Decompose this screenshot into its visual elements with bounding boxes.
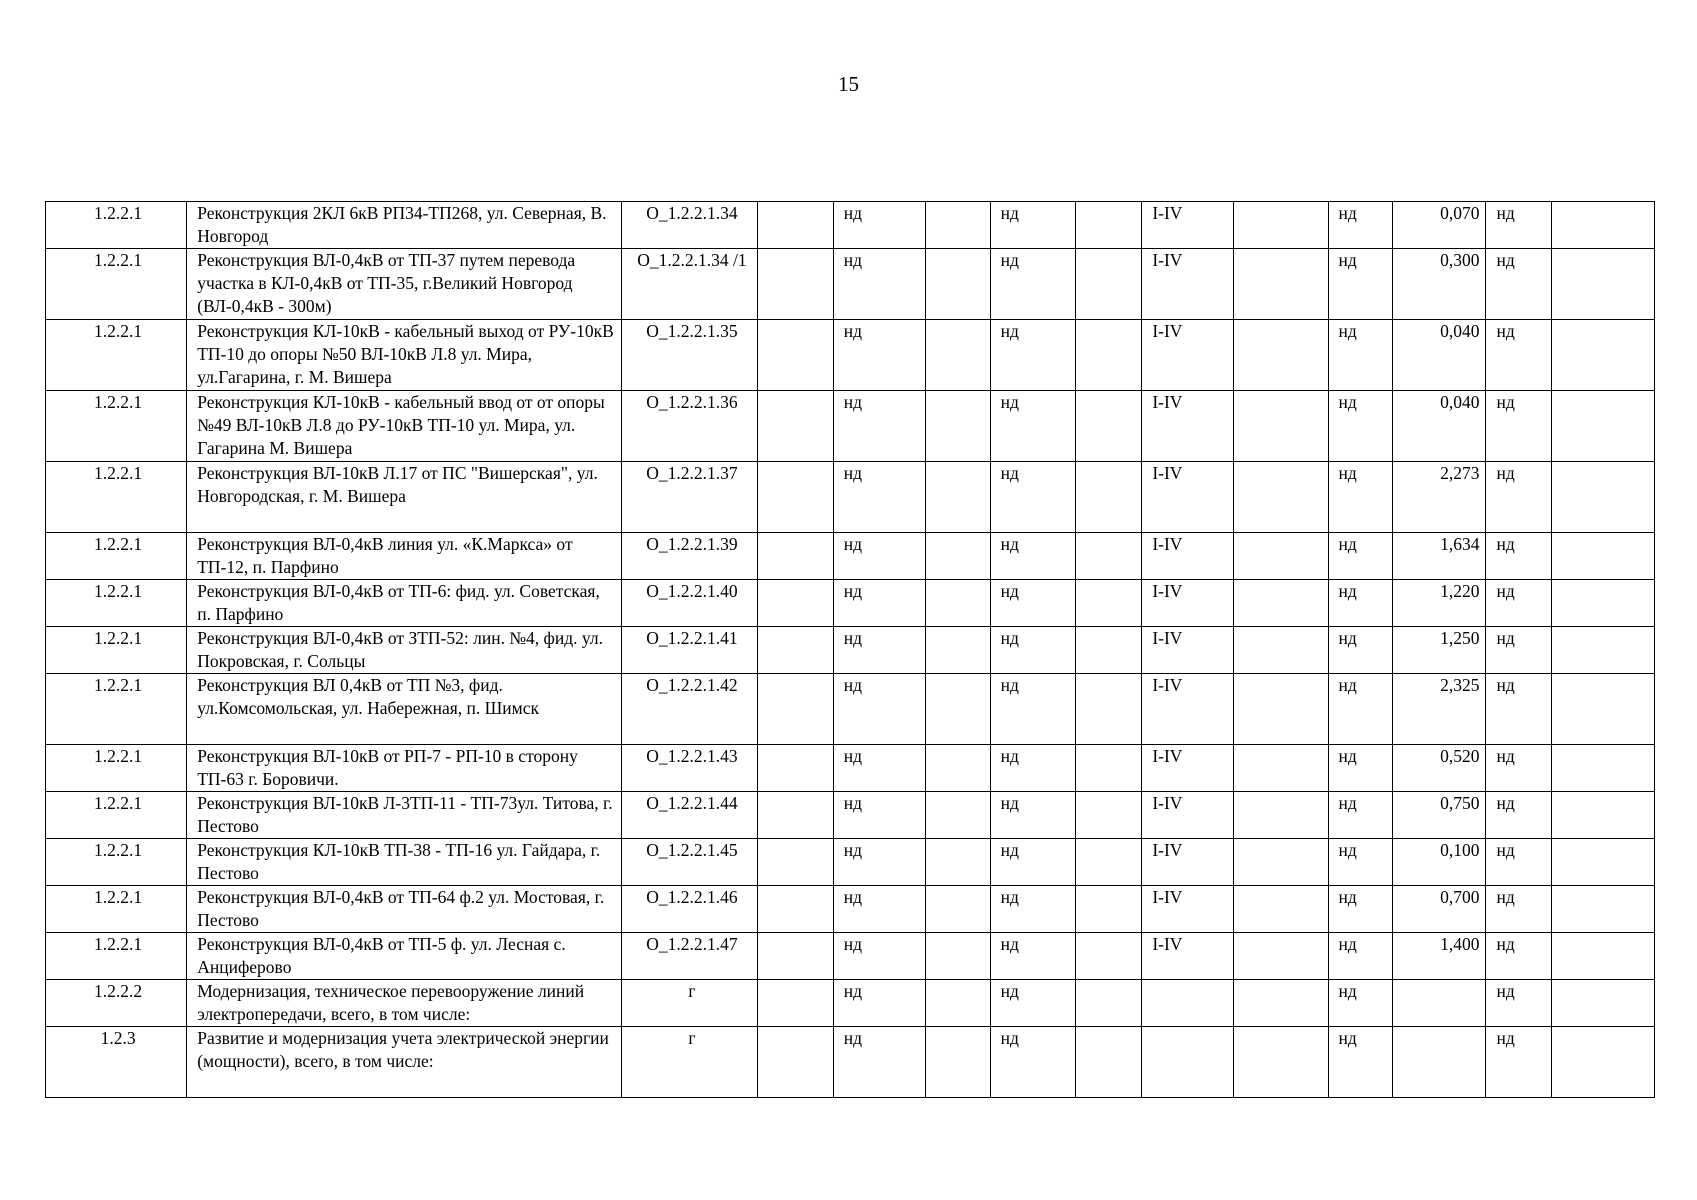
row-nd-cell: нд bbox=[1328, 886, 1393, 933]
empty-cell bbox=[925, 391, 990, 462]
empty-cell bbox=[1076, 320, 1142, 391]
row-period: I-IV bbox=[1142, 627, 1234, 674]
row-nd-cell: нд bbox=[1486, 674, 1552, 745]
row-period: I-IV bbox=[1142, 391, 1234, 462]
empty-cell bbox=[925, 533, 990, 580]
row-value: 1,220 bbox=[1393, 580, 1486, 627]
row-value: 0,700 bbox=[1393, 886, 1486, 933]
row-code: 1.2.2.1 bbox=[46, 249, 187, 320]
empty-cell bbox=[1234, 391, 1328, 462]
row-period: I-IV bbox=[1142, 745, 1234, 792]
row-identifier: г bbox=[622, 980, 758, 1027]
table-row bbox=[46, 933, 1655, 980]
table-row bbox=[46, 674, 1655, 745]
empty-cell bbox=[758, 627, 833, 674]
row-identifier: О_1.2.2.1.35 bbox=[622, 320, 758, 391]
row-value: 2,325 bbox=[1393, 674, 1486, 745]
row-nd-cell: нд bbox=[1486, 792, 1552, 839]
row-nd-cell: нд bbox=[1486, 391, 1552, 462]
row-nd-cell: нд bbox=[1328, 1027, 1393, 1098]
row-nd-cell: нд bbox=[990, 462, 1076, 533]
row-code: 1.2.2.1 bbox=[46, 627, 187, 674]
table-row bbox=[46, 627, 1655, 674]
row-identifier: О_1.2.2.1.43 bbox=[622, 745, 758, 792]
row-nd-cell: нд bbox=[833, 533, 925, 580]
row-period: I-IV bbox=[1142, 674, 1234, 745]
row-name: Реконструкция ВЛ-0,4кВ от ТП-5 ф. ул. Лесная с. Анциферово bbox=[187, 933, 622, 980]
row-period: I-IV bbox=[1142, 202, 1234, 249]
row-nd-cell: нд bbox=[833, 792, 925, 839]
row-nd-cell: нд bbox=[833, 886, 925, 933]
row-period bbox=[1142, 1027, 1234, 1098]
row-nd-cell: нд bbox=[1328, 320, 1393, 391]
row-nd-cell: нд bbox=[833, 980, 925, 1027]
empty-cell bbox=[1234, 1027, 1328, 1098]
row-nd-cell: нд bbox=[833, 202, 925, 249]
row-nd-cell: нд bbox=[1486, 320, 1552, 391]
row-nd-cell: нд bbox=[990, 320, 1076, 391]
row-value: 0,750 bbox=[1393, 792, 1486, 839]
empty-cell bbox=[925, 792, 990, 839]
empty-cell bbox=[1552, 391, 1655, 462]
empty-cell bbox=[925, 674, 990, 745]
row-value: 0,070 bbox=[1393, 202, 1486, 249]
row-identifier: О_1.2.2.1.40 bbox=[622, 580, 758, 627]
empty-cell bbox=[1234, 462, 1328, 533]
row-period bbox=[1142, 980, 1234, 1027]
row-name: Реконструкция ВЛ-10кВ Л-3ТП-11 - ТП-73ул. Титова, г. Пестово bbox=[187, 792, 622, 839]
row-nd-cell: нд bbox=[833, 249, 925, 320]
empty-cell bbox=[1076, 745, 1142, 792]
row-nd-cell: нд bbox=[833, 1027, 925, 1098]
row-name: Реконструкция ВЛ-0,4кВ от ТП-64 ф.2 ул. Мостовая, г. Пестово bbox=[187, 886, 622, 933]
empty-cell bbox=[925, 839, 990, 886]
empty-cell bbox=[925, 462, 990, 533]
empty-cell bbox=[1552, 627, 1655, 674]
row-period: I-IV bbox=[1142, 249, 1234, 320]
empty-cell bbox=[1234, 745, 1328, 792]
row-value bbox=[1393, 1027, 1486, 1098]
row-code: 1.2.2.1 bbox=[46, 933, 187, 980]
empty-cell bbox=[925, 320, 990, 391]
table-row bbox=[46, 202, 1655, 249]
row-code: 1.2.2.1 bbox=[46, 320, 187, 391]
row-nd-cell: нд bbox=[833, 580, 925, 627]
empty-cell bbox=[1076, 202, 1142, 249]
empty-cell bbox=[758, 320, 833, 391]
empty-cell bbox=[1234, 933, 1328, 980]
empty-cell bbox=[1234, 792, 1328, 839]
row-identifier: О_1.2.2.1.39 bbox=[622, 533, 758, 580]
empty-cell bbox=[1552, 745, 1655, 792]
row-name: Реконструкция ВЛ-0,4кВ от ТП-37 путем перевода участка в КЛ-0,4кВ от ТП-35, г.Великий Новгород (ВЛ-0,4кВ - 300м) bbox=[187, 249, 622, 320]
row-nd-cell: нд bbox=[833, 745, 925, 792]
empty-cell bbox=[1234, 320, 1328, 391]
row-name: Развитие и модернизация учета электрической энергии (мощности), всего, в том числе: bbox=[187, 1027, 622, 1098]
row-name: Реконструкция ВЛ-10кВ от РП-7 - РП-10 в сторону ТП-63 г. Боровичи. bbox=[187, 745, 622, 792]
table-row bbox=[46, 391, 1655, 462]
row-name: Реконструкция ВЛ-10кВ Л.17 от ПС "Вишерская", ул. Новгородская, г. М. Вишера bbox=[187, 462, 622, 533]
row-name: Реконструкция ВЛ 0,4кВ от ТП №3, фид. ул.Комсомольская, ул. Набережная, п. Шимск bbox=[187, 674, 622, 745]
row-nd-cell: нд bbox=[990, 745, 1076, 792]
row-code: 1.2.2.1 bbox=[46, 533, 187, 580]
row-name: Реконструкция ВЛ-0,4кВ линия ул. «К.Маркса» от ТП-12, п. Парфино bbox=[187, 533, 622, 580]
empty-cell bbox=[1076, 462, 1142, 533]
table-row bbox=[46, 792, 1655, 839]
table-row bbox=[46, 980, 1655, 1027]
row-nd-cell: нд bbox=[1328, 980, 1393, 1027]
row-nd-cell: нд bbox=[990, 674, 1076, 745]
empty-cell bbox=[1552, 580, 1655, 627]
row-value: 1,250 bbox=[1393, 627, 1486, 674]
empty-cell bbox=[925, 745, 990, 792]
empty-cell bbox=[758, 202, 833, 249]
row-identifier: О_1.2.2.1.37 bbox=[622, 462, 758, 533]
row-name: Реконструкция ВЛ-0,4кВ от ЗТП-52: лин. №4, фид. ул. Покровская, г. Сольцы bbox=[187, 627, 622, 674]
empty-cell bbox=[1076, 886, 1142, 933]
empty-cell bbox=[1552, 320, 1655, 391]
row-nd-cell: нд bbox=[1486, 202, 1552, 249]
empty-cell bbox=[925, 627, 990, 674]
empty-cell bbox=[1234, 886, 1328, 933]
row-value: 0,040 bbox=[1393, 391, 1486, 462]
row-code: 1.2.2.1 bbox=[46, 745, 187, 792]
row-identifier: О_1.2.2.1.47 bbox=[622, 933, 758, 980]
row-nd-cell: нд bbox=[990, 980, 1076, 1027]
empty-cell bbox=[758, 886, 833, 933]
row-nd-cell: нд bbox=[1328, 674, 1393, 745]
empty-cell bbox=[1076, 627, 1142, 674]
row-nd-cell: нд bbox=[1328, 202, 1393, 249]
row-period: I-IV bbox=[1142, 320, 1234, 391]
row-code: 1.2.2.1 bbox=[46, 839, 187, 886]
row-period: I-IV bbox=[1142, 839, 1234, 886]
empty-cell bbox=[1552, 462, 1655, 533]
empty-cell bbox=[925, 580, 990, 627]
empty-cell bbox=[1076, 980, 1142, 1027]
row-nd-cell: нд bbox=[1328, 580, 1393, 627]
empty-cell bbox=[1234, 202, 1328, 249]
row-nd-cell: нд bbox=[990, 627, 1076, 674]
row-identifier: О_1.2.2.1.36 bbox=[622, 391, 758, 462]
row-nd-cell: нд bbox=[1328, 533, 1393, 580]
empty-cell bbox=[758, 580, 833, 627]
empty-cell bbox=[758, 533, 833, 580]
row-nd-cell: нд bbox=[833, 320, 925, 391]
row-nd-cell: нд bbox=[1486, 1027, 1552, 1098]
row-nd-cell: нд bbox=[990, 391, 1076, 462]
table-row bbox=[46, 462, 1655, 533]
row-nd-cell: нд bbox=[1328, 839, 1393, 886]
row-nd-cell: нд bbox=[1328, 462, 1393, 533]
empty-cell bbox=[758, 462, 833, 533]
empty-cell bbox=[758, 792, 833, 839]
row-code: 1.2.2.1 bbox=[46, 886, 187, 933]
row-nd-cell: нд bbox=[1486, 627, 1552, 674]
empty-cell bbox=[1234, 249, 1328, 320]
row-period: I-IV bbox=[1142, 792, 1234, 839]
row-nd-cell: нд bbox=[833, 627, 925, 674]
row-value: 0,040 bbox=[1393, 320, 1486, 391]
empty-cell bbox=[925, 933, 990, 980]
row-identifier: О_1.2.2.1.45 bbox=[622, 839, 758, 886]
empty-cell bbox=[758, 980, 833, 1027]
row-identifier: О_1.2.2.1.34 bbox=[622, 202, 758, 249]
empty-cell bbox=[758, 839, 833, 886]
row-nd-cell: нд bbox=[990, 202, 1076, 249]
empty-cell bbox=[758, 745, 833, 792]
row-nd-cell: нд bbox=[1486, 745, 1552, 792]
row-nd-cell: нд bbox=[1486, 249, 1552, 320]
row-value: 1,400 bbox=[1393, 933, 1486, 980]
row-nd-cell: нд bbox=[990, 580, 1076, 627]
row-name: Реконструкция КЛ-10кВ - кабельный ввод от от опоры №49 ВЛ-10кВ Л.8 до РУ-10кВ ТП-10 ул. Мира, ул. Гагарина М. Вишера bbox=[187, 391, 622, 462]
row-code: 1.2.2.1 bbox=[46, 792, 187, 839]
row-code: 1.2.2.1 bbox=[46, 391, 187, 462]
row-nd-cell: нд bbox=[990, 249, 1076, 320]
empty-cell bbox=[925, 202, 990, 249]
empty-cell bbox=[1076, 249, 1142, 320]
empty-cell bbox=[758, 249, 833, 320]
table-row bbox=[46, 249, 1655, 320]
row-nd-cell: нд bbox=[1328, 933, 1393, 980]
empty-cell bbox=[1076, 792, 1142, 839]
row-nd-cell: нд bbox=[833, 933, 925, 980]
investment-table bbox=[45, 201, 1655, 1098]
empty-cell bbox=[1552, 886, 1655, 933]
row-identifier: О_1.2.2.1.46 bbox=[622, 886, 758, 933]
row-period: I-IV bbox=[1142, 533, 1234, 580]
row-code: 1.2.2.1 bbox=[46, 462, 187, 533]
row-identifier: О_1.2.2.1.41 bbox=[622, 627, 758, 674]
empty-cell bbox=[1076, 533, 1142, 580]
empty-cell bbox=[758, 674, 833, 745]
row-value: 1,634 bbox=[1393, 533, 1486, 580]
empty-cell bbox=[1552, 249, 1655, 320]
empty-cell bbox=[925, 886, 990, 933]
row-nd-cell: нд bbox=[1328, 627, 1393, 674]
empty-cell bbox=[1076, 1027, 1142, 1098]
row-nd-cell: нд bbox=[1486, 980, 1552, 1027]
table-row bbox=[46, 839, 1655, 886]
row-nd-cell: нд bbox=[1486, 580, 1552, 627]
empty-cell bbox=[758, 391, 833, 462]
row-name: Реконструкция КЛ-10кВ - кабельный выход от РУ-10кВ ТП-10 до опоры №50 ВЛ-10кВ Л.8 ул. Мира, ул.Гагарина, г. М. Вишера bbox=[187, 320, 622, 391]
empty-cell bbox=[1076, 839, 1142, 886]
row-nd-cell: нд bbox=[1328, 745, 1393, 792]
row-nd-cell: нд bbox=[1486, 839, 1552, 886]
empty-cell bbox=[1076, 674, 1142, 745]
row-nd-cell: нд bbox=[833, 839, 925, 886]
empty-cell bbox=[1552, 202, 1655, 249]
row-nd-cell: нд bbox=[1328, 792, 1393, 839]
empty-cell bbox=[1076, 391, 1142, 462]
row-nd-cell: нд bbox=[990, 533, 1076, 580]
row-code: 1.2.2.1 bbox=[46, 202, 187, 249]
row-nd-cell: нд bbox=[1328, 249, 1393, 320]
row-nd-cell: нд bbox=[1486, 933, 1552, 980]
table-row bbox=[46, 886, 1655, 933]
empty-cell bbox=[1076, 933, 1142, 980]
row-period: I-IV bbox=[1142, 886, 1234, 933]
empty-cell bbox=[1234, 839, 1328, 886]
table-row bbox=[46, 533, 1655, 580]
row-nd-cell: нд bbox=[990, 839, 1076, 886]
row-nd-cell: нд bbox=[833, 674, 925, 745]
empty-cell bbox=[1552, 933, 1655, 980]
row-period: I-IV bbox=[1142, 933, 1234, 980]
table-row bbox=[46, 580, 1655, 627]
empty-cell bbox=[1552, 1027, 1655, 1098]
empty-cell bbox=[758, 933, 833, 980]
empty-cell bbox=[1234, 580, 1328, 627]
row-period: I-IV bbox=[1142, 580, 1234, 627]
row-nd-cell: нд bbox=[990, 792, 1076, 839]
empty-cell bbox=[925, 249, 990, 320]
row-period: I-IV bbox=[1142, 462, 1234, 533]
row-name: Реконструкция ВЛ-0,4кВ от ТП-6: фид. ул. Советская, п. Парфино bbox=[187, 580, 622, 627]
row-nd-cell: нд bbox=[990, 886, 1076, 933]
row-nd-cell: нд bbox=[833, 462, 925, 533]
page-number: 15 bbox=[838, 72, 859, 96]
empty-cell bbox=[1552, 533, 1655, 580]
row-nd-cell: нд bbox=[1486, 462, 1552, 533]
row-nd-cell: нд bbox=[1486, 886, 1552, 933]
row-name: Реконструкция 2КЛ 6кВ РП34-ТП268, ул. Северная, В. Новгород bbox=[187, 202, 622, 249]
row-name: Реконструкция КЛ-10кВ ТП-38 - ТП-16 ул. Гайдара, г. Пестово bbox=[187, 839, 622, 886]
empty-cell bbox=[1552, 674, 1655, 745]
empty-cell bbox=[1552, 980, 1655, 1027]
empty-cell bbox=[1234, 674, 1328, 745]
row-identifier: О_1.2.2.1.34 /1 bbox=[622, 249, 758, 320]
row-name: Модернизация, техническое перевооружение линий электропередачи, всего, в том числе: bbox=[187, 980, 622, 1027]
empty-cell bbox=[1234, 980, 1328, 1027]
row-value bbox=[1393, 980, 1486, 1027]
table-row bbox=[46, 1027, 1655, 1098]
row-nd-cell: нд bbox=[1328, 391, 1393, 462]
row-value: 0,520 bbox=[1393, 745, 1486, 792]
row-nd-cell: нд bbox=[990, 1027, 1076, 1098]
row-identifier: О_1.2.2.1.42 bbox=[622, 674, 758, 745]
row-nd-cell: нд bbox=[833, 391, 925, 462]
row-code: 1.2.3 bbox=[46, 1027, 187, 1098]
empty-cell bbox=[1552, 839, 1655, 886]
row-value: 0,300 bbox=[1393, 249, 1486, 320]
empty-cell bbox=[1234, 533, 1328, 580]
row-code: 1.2.2.1 bbox=[46, 674, 187, 745]
table-row bbox=[46, 320, 1655, 391]
row-value: 2,273 bbox=[1393, 462, 1486, 533]
row-code: 1.2.2.1 bbox=[46, 580, 187, 627]
row-identifier: О_1.2.2.1.44 bbox=[622, 792, 758, 839]
row-nd-cell: нд bbox=[1486, 533, 1552, 580]
empty-cell bbox=[758, 1027, 833, 1098]
empty-cell bbox=[925, 980, 990, 1027]
empty-cell bbox=[1234, 627, 1328, 674]
empty-cell bbox=[1552, 792, 1655, 839]
row-value: 0,100 bbox=[1393, 839, 1486, 886]
row-nd-cell: нд bbox=[990, 933, 1076, 980]
empty-cell bbox=[1076, 580, 1142, 627]
empty-cell bbox=[925, 1027, 990, 1098]
table-row bbox=[46, 745, 1655, 792]
row-identifier: г bbox=[622, 1027, 758, 1098]
row-code: 1.2.2.2 bbox=[46, 980, 187, 1027]
